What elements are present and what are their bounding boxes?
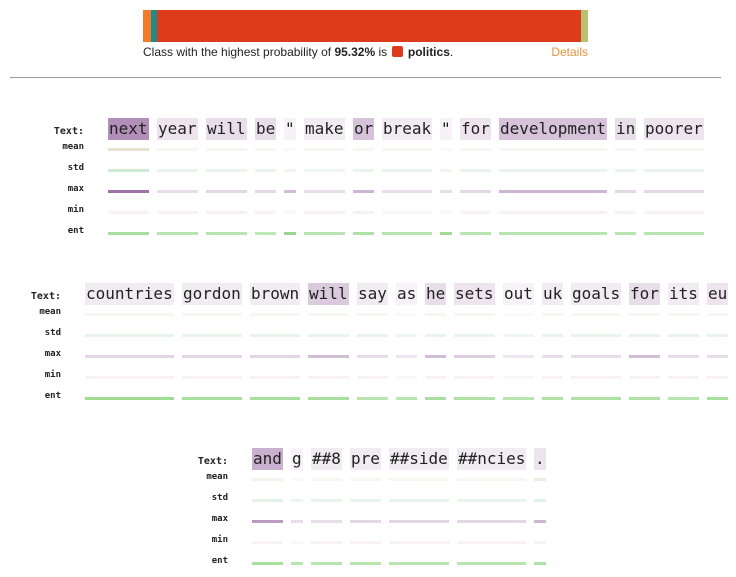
metric-bar	[304, 169, 345, 172]
metric-bar	[644, 232, 704, 235]
metric-bar	[182, 355, 242, 358]
metric-bar	[615, 232, 636, 235]
metric-bar	[534, 520, 546, 523]
metric-bar	[425, 313, 446, 316]
details-link[interactable]: Details	[551, 45, 588, 59]
metric-label-max: max	[44, 349, 61, 359]
metric-bar	[108, 169, 149, 172]
metric-bar	[353, 211, 374, 214]
metric-bar	[157, 190, 198, 193]
metric-bar	[707, 355, 728, 358]
metric-bar	[206, 148, 247, 151]
metric-row-std	[0, 328, 721, 349]
metric-bar	[304, 232, 345, 235]
metric-bar	[571, 397, 621, 400]
metric-bar	[255, 169, 276, 172]
metric-row-std	[0, 493, 721, 514]
metric-label-std: std	[67, 163, 84, 173]
metric-bar	[615, 211, 636, 214]
metric-bar	[182, 397, 242, 400]
metric-bar	[350, 499, 381, 502]
metric-bar	[291, 499, 303, 502]
metric-bar	[389, 478, 449, 481]
metric-bar	[255, 190, 276, 193]
metric-row-mean	[0, 142, 721, 163]
probability-segment	[581, 10, 588, 42]
metric-bar	[357, 334, 388, 337]
metric-bar	[629, 376, 660, 379]
metric-bar	[85, 376, 174, 379]
metric-bar	[382, 211, 432, 214]
metric-bar	[440, 211, 452, 214]
token: make	[305, 119, 344, 138]
metric-bar	[571, 313, 621, 316]
metric-bar	[460, 211, 491, 214]
metric-bar	[503, 397, 534, 400]
metric-bar	[311, 541, 342, 544]
metric-bar	[460, 169, 491, 172]
metric-bar	[396, 355, 417, 358]
metric-bar	[291, 541, 303, 544]
token: for	[630, 284, 659, 303]
metric-bar	[108, 190, 149, 193]
metric-bar	[615, 190, 636, 193]
metric-label-min: min	[211, 535, 228, 545]
token: uk	[543, 284, 563, 303]
metric-bar	[668, 376, 699, 379]
metric-label-min: min	[67, 205, 84, 215]
class-color-swatch	[392, 46, 403, 57]
probability-bar	[143, 10, 588, 42]
probability-segment	[157, 10, 581, 42]
prediction-caption	[143, 45, 588, 59]
token: poorer	[645, 119, 703, 138]
metric-bar	[460, 148, 491, 151]
metric-bar	[206, 190, 247, 193]
token-block	[0, 448, 721, 577]
metric-bar	[440, 148, 452, 151]
metric-row-max	[0, 349, 721, 370]
metric-bar	[571, 334, 621, 337]
metric-bar	[382, 169, 432, 172]
token-block	[0, 283, 728, 412]
metric-label-max: max	[67, 184, 84, 194]
token: say	[358, 284, 387, 303]
metric-bar	[629, 334, 660, 337]
token: ##ncies	[458, 449, 526, 468]
metric-bar	[389, 520, 449, 523]
metric-bar	[250, 334, 300, 337]
metric-bar	[396, 376, 417, 379]
metric-bar	[252, 478, 283, 481]
metric-bar	[255, 232, 276, 235]
token: gordon	[183, 284, 241, 303]
metric-bar	[425, 334, 446, 337]
metric-bar	[707, 397, 728, 400]
metric-bar	[499, 232, 607, 235]
metric-bar	[311, 478, 342, 481]
metric-bar	[308, 334, 349, 337]
metric-bar	[440, 232, 452, 235]
token: eu	[708, 284, 728, 303]
metric-bar	[534, 562, 546, 565]
token: "	[285, 119, 295, 138]
token: pre	[351, 449, 380, 468]
metric-bar	[707, 376, 728, 379]
metric-row-max	[0, 184, 721, 205]
token: "	[441, 119, 451, 138]
metric-bar	[250, 355, 300, 358]
metric-bar	[311, 520, 342, 523]
metric-bar	[571, 376, 621, 379]
metric-label-std: std	[211, 493, 228, 503]
metric-bar	[644, 169, 704, 172]
metric-bar	[85, 313, 174, 316]
metric-bar	[357, 355, 388, 358]
metric-bar	[350, 478, 381, 481]
text-row	[0, 118, 721, 142]
text-row	[0, 283, 728, 307]
metric-bar	[350, 541, 381, 544]
metric-bar	[284, 148, 296, 151]
metric-bar	[542, 355, 563, 358]
metric-bar	[457, 541, 526, 544]
metric-bar	[454, 355, 495, 358]
caption-prefix: Class with the highest probability of	[143, 45, 332, 59]
metric-bar	[252, 520, 283, 523]
metric-row-min	[0, 535, 721, 556]
metric-bar	[304, 190, 345, 193]
metric-label-std: std	[44, 328, 61, 338]
metric-bar	[425, 397, 446, 400]
token: break	[383, 119, 432, 138]
metric-bar	[252, 562, 283, 565]
metric-bar	[425, 376, 446, 379]
separator	[10, 77, 721, 78]
metric-bar	[542, 313, 563, 316]
metric-bar	[503, 376, 534, 379]
metric-bar	[396, 397, 417, 400]
metric-bar	[499, 148, 607, 151]
text-row	[0, 448, 721, 472]
metric-bar	[499, 190, 607, 193]
metric-bar	[425, 355, 446, 358]
metric-bar	[499, 211, 607, 214]
metric-bar	[396, 334, 417, 337]
metric-bar	[707, 313, 728, 316]
metric-bar	[357, 376, 388, 379]
metric-bar	[534, 478, 546, 481]
metric-label-ent: ent	[44, 391, 61, 401]
token: g	[292, 449, 302, 468]
metric-bar	[85, 334, 174, 337]
metric-bar	[457, 499, 526, 502]
metric-bar	[350, 520, 381, 523]
metric-bar	[460, 190, 491, 193]
metric-bar	[353, 148, 374, 151]
metric-bar	[182, 376, 242, 379]
metric-bar	[503, 313, 534, 316]
metric-bar	[542, 376, 563, 379]
token: development	[500, 119, 606, 138]
metric-bar	[304, 148, 345, 151]
metric-bar	[206, 169, 247, 172]
metric-bar	[454, 376, 495, 379]
metric-bar	[644, 211, 704, 214]
probability-segment	[143, 10, 151, 42]
metric-row-max	[0, 514, 721, 535]
metric-bar	[206, 211, 247, 214]
token-block	[0, 118, 721, 247]
metric-bar	[157, 232, 198, 235]
metric-row-mean	[0, 472, 721, 493]
metric-bar	[457, 562, 526, 565]
metric-bar	[382, 232, 432, 235]
metric-bar	[707, 334, 728, 337]
metric-bar	[454, 313, 495, 316]
metric-row-ent	[0, 556, 721, 577]
token: brown	[251, 284, 300, 303]
predicted-class: politics	[407, 45, 450, 59]
metric-label-max: max	[211, 514, 228, 524]
metric-bar	[284, 211, 296, 214]
token: in	[616, 119, 636, 138]
metric-bar	[668, 334, 699, 337]
metric-bar	[157, 211, 198, 214]
token: its	[669, 284, 698, 303]
metric-bar	[353, 232, 374, 235]
token: .	[535, 449, 545, 468]
metric-bar	[311, 499, 342, 502]
metric-row-min	[0, 205, 721, 226]
metric-bar	[182, 334, 242, 337]
metric-bar	[108, 211, 149, 214]
metric-label-ent: ent	[211, 556, 228, 566]
metric-label-mean: mean	[206, 472, 228, 482]
metric-bar	[308, 313, 349, 316]
metric-bar	[250, 313, 300, 316]
text-row-label: Text:	[30, 291, 61, 302]
metric-bar	[382, 190, 432, 193]
metric-bar	[255, 211, 276, 214]
metric-bar	[454, 397, 495, 400]
metric-bar	[542, 397, 563, 400]
metric-bar	[291, 562, 303, 565]
metric-bar	[457, 478, 526, 481]
token: or	[354, 119, 374, 138]
token: as	[397, 284, 417, 303]
metric-bar	[534, 499, 546, 502]
token: for	[461, 119, 490, 138]
metric-bar	[85, 397, 174, 400]
metric-bar	[357, 313, 388, 316]
metric-label-mean: mean	[62, 142, 84, 152]
metric-bar	[250, 397, 300, 400]
token: next	[109, 119, 148, 138]
metric-bar	[291, 478, 303, 481]
metric-bar	[503, 355, 534, 358]
text-row-label: Text:	[197, 456, 228, 467]
metric-bar	[503, 334, 534, 337]
metric-bar	[629, 313, 660, 316]
metric-bar	[571, 355, 621, 358]
metric-bar	[668, 313, 699, 316]
metric-bar	[308, 397, 349, 400]
metric-row-ent	[0, 391, 721, 412]
metric-bar	[108, 232, 149, 235]
metric-bar	[457, 520, 526, 523]
metric-bar	[629, 355, 660, 358]
metric-bar	[252, 541, 283, 544]
metric-bar	[311, 562, 342, 565]
metric-bar	[499, 169, 607, 172]
metric-row-std	[0, 163, 721, 184]
metric-row-min	[0, 370, 721, 391]
metric-row-ent	[0, 226, 721, 247]
metric-bar	[615, 169, 636, 172]
metric-bar	[668, 355, 699, 358]
top-probability: 95.32%	[334, 45, 376, 59]
metric-bar	[284, 169, 296, 172]
metric-bar	[157, 169, 198, 172]
metric-bar	[108, 148, 149, 151]
metric-row-mean	[0, 307, 721, 328]
token: and	[253, 449, 282, 468]
metric-bar	[440, 190, 452, 193]
token: goals	[572, 284, 621, 303]
metric-bar	[85, 355, 174, 358]
metric-bar	[157, 148, 198, 151]
metric-bar	[252, 499, 283, 502]
metric-bar	[308, 355, 349, 358]
token: countries	[86, 284, 173, 303]
metric-bar	[389, 499, 449, 502]
metric-bar	[389, 562, 449, 565]
metric-bar	[440, 169, 452, 172]
metric-bar	[382, 148, 432, 151]
metric-bar	[353, 169, 374, 172]
metric-bar	[304, 211, 345, 214]
token: will	[309, 284, 348, 303]
metric-bar	[308, 376, 349, 379]
metric-bar	[284, 232, 296, 235]
token: sets	[455, 284, 494, 303]
metric-bar	[357, 397, 388, 400]
token: ##8	[312, 449, 341, 468]
metric-bar	[668, 397, 699, 400]
metric-label-mean: mean	[39, 307, 61, 317]
metric-bar	[534, 541, 546, 544]
metric-bar	[454, 334, 495, 337]
token: will	[207, 119, 246, 138]
metric-bar	[284, 190, 296, 193]
token: be	[256, 119, 276, 138]
text-row-label: Text:	[53, 126, 84, 137]
caption-is: is	[378, 45, 388, 59]
token: he	[426, 284, 446, 303]
metric-bar	[629, 397, 660, 400]
metric-bar	[250, 376, 300, 379]
metric-bar	[542, 334, 563, 337]
token: out	[504, 284, 533, 303]
metric-bar	[182, 313, 242, 316]
metric-bar	[615, 148, 636, 151]
metric-bar	[644, 190, 704, 193]
metric-label-min: min	[44, 370, 61, 380]
metric-bar	[350, 562, 381, 565]
metric-bar	[291, 520, 303, 523]
metric-bar	[460, 232, 491, 235]
metric-bar	[353, 190, 374, 193]
metric-bar	[644, 148, 704, 151]
caption-period: .	[449, 45, 454, 59]
metric-bar	[396, 313, 417, 316]
prediction-summary	[0, 0, 721, 80]
metric-bar	[389, 541, 449, 544]
metric-bar	[255, 148, 276, 151]
metric-bar	[206, 232, 247, 235]
token: year	[158, 119, 197, 138]
token: ##side	[390, 449, 448, 468]
metric-label-ent: ent	[67, 226, 84, 236]
